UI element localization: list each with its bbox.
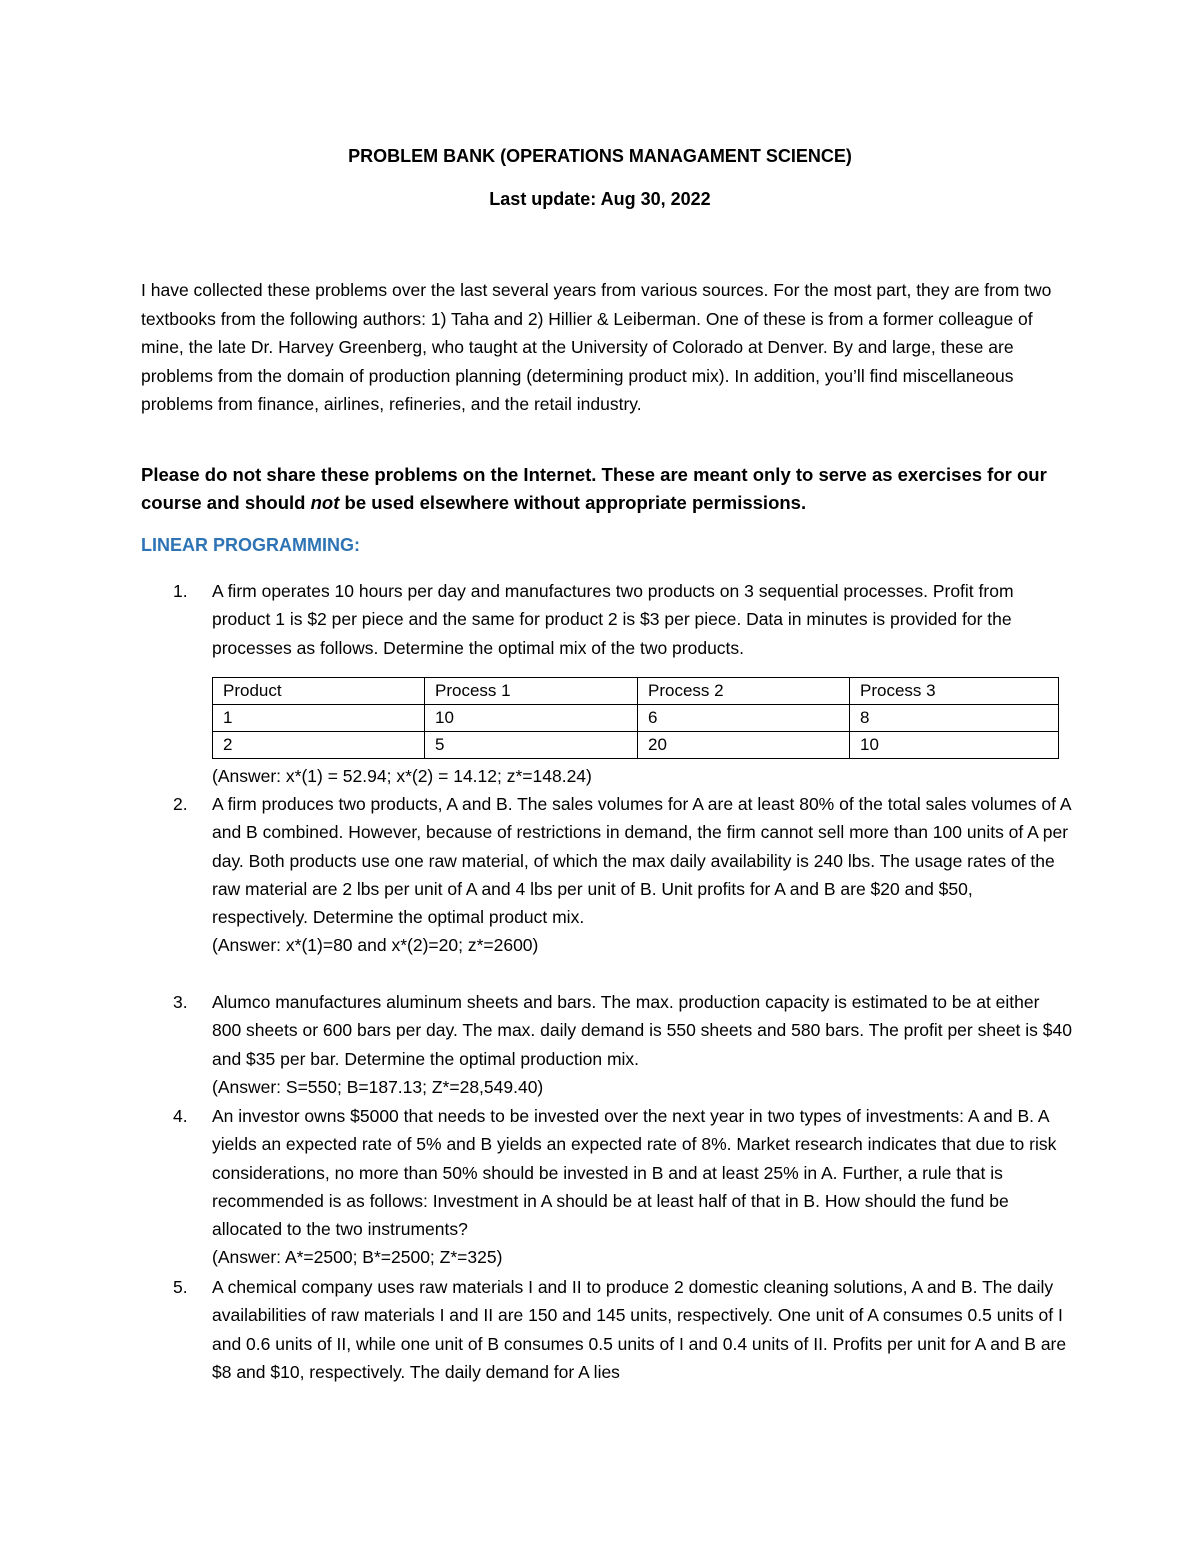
- problem-number: 2.: [173, 794, 188, 814]
- problem-number: 1.: [173, 581, 188, 601]
- table-header-cell: Process 3: [850, 678, 1059, 705]
- problem-answer: (Answer: A*=2500; B*=2500; Z*=325): [212, 1247, 503, 1268]
- problem-text: A chemical company uses raw materials I and II to produce 2 domestic cleaning solutions, A and B. The daily availabilities of raw materials I and II are 150 and 145 units, respectively. One unit of A consumes 0.5 units of I and 0.6 units of II, while one unit of B consumes 0.5 units of I and 0.4 units of II. Profits per unit for A and B are $8 and $10, respectively. The daily demand for A lies: [212, 1277, 1067, 1382]
- table-cell: 8: [850, 705, 1059, 732]
- problem-answer: (Answer: x*(1)=80 and x*(2)=20; z*=2600): [212, 935, 539, 956]
- problem-text: A firm operates 10 hours per day and manufactures two products on 3 sequential processes. Profit from product 1 is $2 per piece and the same for product 2 is $3 per piece. Data in minutes is provided for the processes as follows. Determine the optimal mix of the two products.: [212, 581, 1014, 658]
- problem-number: 4.: [173, 1106, 188, 1126]
- problem-body: [212, 577, 1072, 662]
- table-cell: 10: [425, 705, 638, 732]
- table-row: [213, 732, 1059, 759]
- problem-body: [212, 1102, 1072, 1272]
- table-cell: 20: [638, 732, 850, 759]
- problem-body: [212, 790, 1072, 960]
- problem-number: 5.: [173, 1277, 188, 1297]
- table-header-cell: Product: [213, 678, 425, 705]
- problem-text: A firm produces two products, A and B. The sales volumes for A are at least 80% of the total sales volumes of A and B combined. However, because of restrictions in demand, the firm cannot sell more than 100 units of A per day. Both products use one raw material, of which the max daily availability is 240 lbs. The usage rates of the raw material are 2 lbs per unit of A and 4 lbs per unit of B. Unit profits for A and B are $20 and $50, respectively. Determine the optimal product mix.: [212, 794, 1071, 928]
- process-time-table: [212, 677, 1059, 759]
- notice-emphasis: not: [310, 492, 340, 513]
- document-title: PROBLEM BANK (OPERATIONS MANAGAMENT SCIENCE): [348, 146, 852, 166]
- table-row: [213, 705, 1059, 732]
- problem-body: [212, 762, 1072, 790]
- notice-text-part1: Please do not share these problems on the Internet. These are meant only to serve as exercises for our course and should: [141, 464, 1047, 513]
- intro-paragraph: I have collected these problems over the last several years from various sources. For the most part, they are from two textbooks from the following authors: 1) Taha and 2) Hillier & Leiberman. One of these is from a former colleague of mine, the late Dr. Harvey Greenberg, who taught at the University of Colorado at Denver. By and large, these are problems from the domain of production planning (determining product mix). In addition, you’ll find miscellaneous problems from finance, airlines, refineries, and the retail industry.: [141, 280, 1052, 415]
- last-update-date: Last update: Aug 30, 2022: [489, 189, 711, 209]
- table-cell: 1: [213, 705, 425, 732]
- notice-text-part2: be used elsewhere without appropriate permissions.: [339, 492, 807, 513]
- section-heading-linear-programming: LINEAR PROGRAMMING:: [141, 535, 360, 555]
- problem-answer: (Answer: S=550; B=187.13; Z*=28,549.40): [212, 1076, 544, 1097]
- table-cell: 5: [425, 732, 638, 759]
- problem-text: An investor owns $5000 that needs to be invested over the next year in two types of investments: A and B. A yields an expected rate of 5% and B yields an expected rate of 8%. Market research indicates that due to risk considerations, no more than 50% should be invested in B and at least 25% in A. Further, a rule that is recommended is as follows: Investment in A should be at least half of that in B. How should the fund be allocated to the two instruments?: [212, 1106, 1057, 1240]
- problem-number: 3.: [173, 992, 188, 1012]
- table-cell: 2: [213, 732, 425, 759]
- table-header-cell: Process 1: [425, 678, 638, 705]
- table-cell: 6: [638, 705, 850, 732]
- table-header-cell: Process 2: [638, 678, 850, 705]
- table-header-row: [213, 678, 1059, 705]
- problem-body: [212, 1273, 1072, 1386]
- problem-text: Alumco manufactures aluminum sheets and bars. The max. production capacity is estimated to be at either 800 sheets or 600 bars per day. The max. daily demand is 550 sheets and 580 bars. The profit per sheet is $40 and $35 per bar. Determine the optimal production mix.: [212, 992, 1072, 1069]
- problem-answer: (Answer: x*(1) = 52.94; x*(2) = 14.12; z*=148.24): [212, 766, 592, 786]
- table-cell: 10: [850, 732, 1059, 759]
- sharing-notice: [141, 461, 1066, 517]
- problem-body: [212, 988, 1072, 1101]
